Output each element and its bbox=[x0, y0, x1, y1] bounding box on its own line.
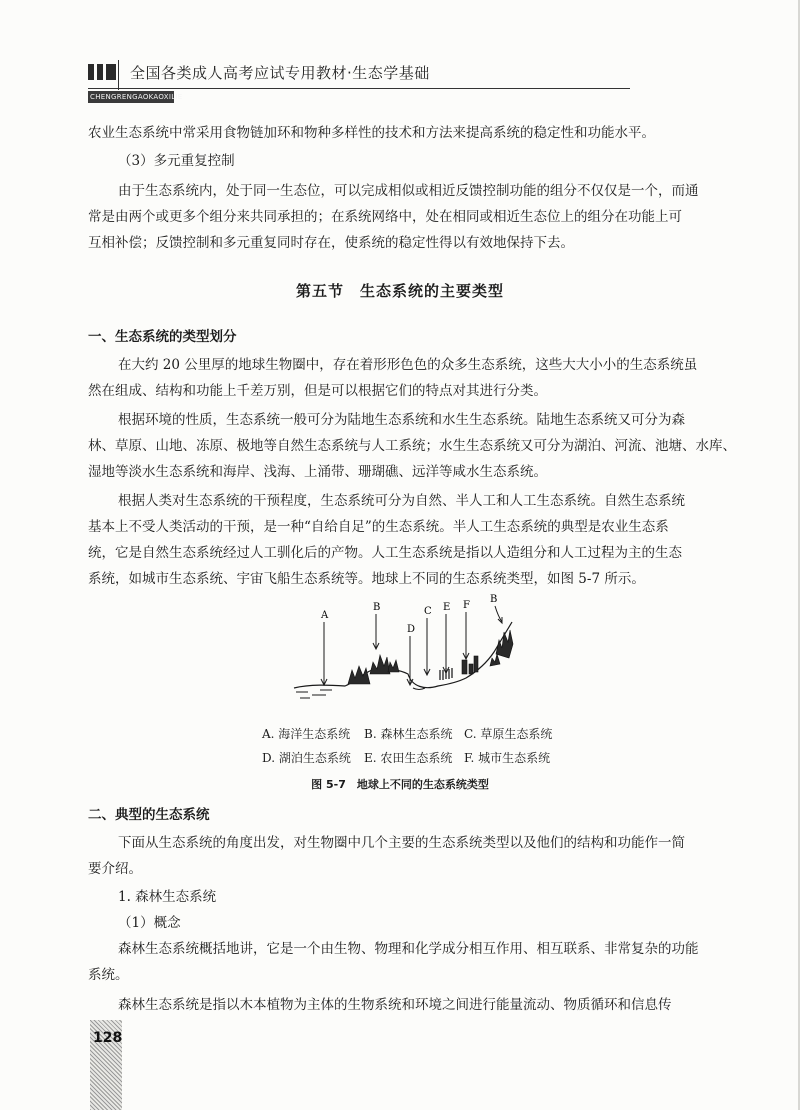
paragraph-line: 在大约 20 公里厚的地球生物圈中，存在着形形色色的众多生态系统，这些大大小小的生态系统虽 bbox=[118, 357, 698, 373]
label-C: C bbox=[424, 606, 432, 617]
subsection-heading: 二、典型的生态系统 bbox=[88, 807, 210, 823]
paragraph-line: 要介绍。 bbox=[88, 861, 142, 877]
figure-caption: 图 5-7 地球上不同的生态系统类型 bbox=[311, 778, 489, 791]
legend-item-a: A. 海洋生态系统 bbox=[262, 727, 351, 741]
label-A: A bbox=[321, 610, 329, 621]
label-B: B bbox=[373, 602, 381, 613]
paragraph-line: 常是由两个或更多个组分来共同承担的；在系统网络中，处在相同或相近生态位上的组分在功能上可 bbox=[88, 209, 682, 225]
legend-item-b: B. 森林生态系统 bbox=[364, 727, 453, 741]
subheading-forest: 1. 森林生态系统 bbox=[118, 889, 217, 905]
paragraph-line: 湿地等淡水生态系统和海岸、浅海、上涌带、珊瑚礁、远洋等咸水生态系统。 bbox=[88, 464, 547, 480]
legend-item-e: E. 农田生态系统 bbox=[364, 751, 453, 765]
paragraph-line: 然在组成、结构和功能上千差万别，但是可以根据它们的特点对其进行分类。 bbox=[88, 383, 547, 399]
paragraph-line: 森林生态系统是指以木本植物为主体的生物系统和环境之间进行能量流动、物质循环和信息传 bbox=[118, 997, 672, 1013]
running-header-title: 全国各类成人高考应试专用教材·生态学基础 bbox=[130, 64, 430, 82]
page-number: 128 bbox=[93, 1030, 123, 1046]
header-decoration bbox=[88, 64, 116, 80]
paragraph-line: 农业生态系统中常采用食物链加环和物种多样性的技术和方法来提高系统的稳定性和功能水平。 bbox=[88, 125, 655, 141]
subheading-multiple-control: （3）多元重复控制 bbox=[118, 153, 235, 169]
paragraph-line: 根据环境的性质，生态系统一般可分为陆地生态系统和水生生态系统。陆地生态系统又可分为森 bbox=[118, 412, 685, 428]
subsection-heading: 一、生态系统的类型划分 bbox=[88, 329, 237, 345]
label-D: D bbox=[407, 624, 416, 635]
header-subtitle: CHENGRENGAOKAOXILIE bbox=[90, 93, 183, 101]
legend-item-d: D. 湖泊生态系统 bbox=[262, 751, 351, 765]
paragraph-line: 林、草原、山地、冻原、极地等自然生态系统与人工系统；水生生态系统又可分为湖泊、河流、池塘、水库、 bbox=[88, 438, 736, 454]
paragraph-line: 互相补偿；反馈控制和多元重复同时存在，使系统的稳定性得以有效地保持下去。 bbox=[88, 235, 574, 251]
paragraph-line: 下面从生态系统的角度出发，对生物圈中几个主要的生态系统类型以及他们的结构和功能作一简 bbox=[118, 835, 685, 851]
paragraph-line: 根据人类对生态系统的干预程度，生态系统可分为自然、半人工和人工生态系统。自然生态系统 bbox=[118, 493, 685, 509]
paragraph-line: 统，它是自然生态系统经过人工驯化后的产物。人工生态系统是指以人造组分和人工过程为主的生态 bbox=[88, 545, 682, 561]
header-rule bbox=[88, 88, 630, 89]
legend-item-c: C. 草原生态系统 bbox=[464, 727, 553, 741]
header-divider bbox=[118, 60, 119, 90]
paragraph-line: 系统，如城市生态系统、宇宙飞船生态系统等。地球上不同的生态系统类型，如图 5-7 所示。 bbox=[88, 571, 645, 587]
paragraph-line: 系统。 bbox=[88, 967, 129, 983]
paragraph-line: 森林生态系统概括地讲，它是一个由生物、物理和化学成分相互作用、相互联系、非常复杂的功能 bbox=[118, 941, 699, 957]
label-B-mountain: B bbox=[490, 594, 498, 605]
legend-item-f: F. 城市生态系统 bbox=[464, 751, 551, 765]
paragraph-line: 由于生态系统内，处于同一生态位，可以完成相似或相近反馈控制功能的组分不仅仅是一个，而通 bbox=[118, 183, 699, 199]
subheading-concept: （1）概念 bbox=[118, 915, 181, 931]
ecosystem-diagram bbox=[290, 592, 530, 718]
section-title: 第五节 生态系统的主要类型 bbox=[295, 282, 504, 300]
paragraph-line: 基本上不受人类活动的干预，是一种“自给自足”的生态系统。半人工生态系统的典型是农业生态系 bbox=[88, 519, 669, 535]
label-F: F bbox=[463, 600, 470, 611]
label-E: E bbox=[443, 602, 451, 613]
